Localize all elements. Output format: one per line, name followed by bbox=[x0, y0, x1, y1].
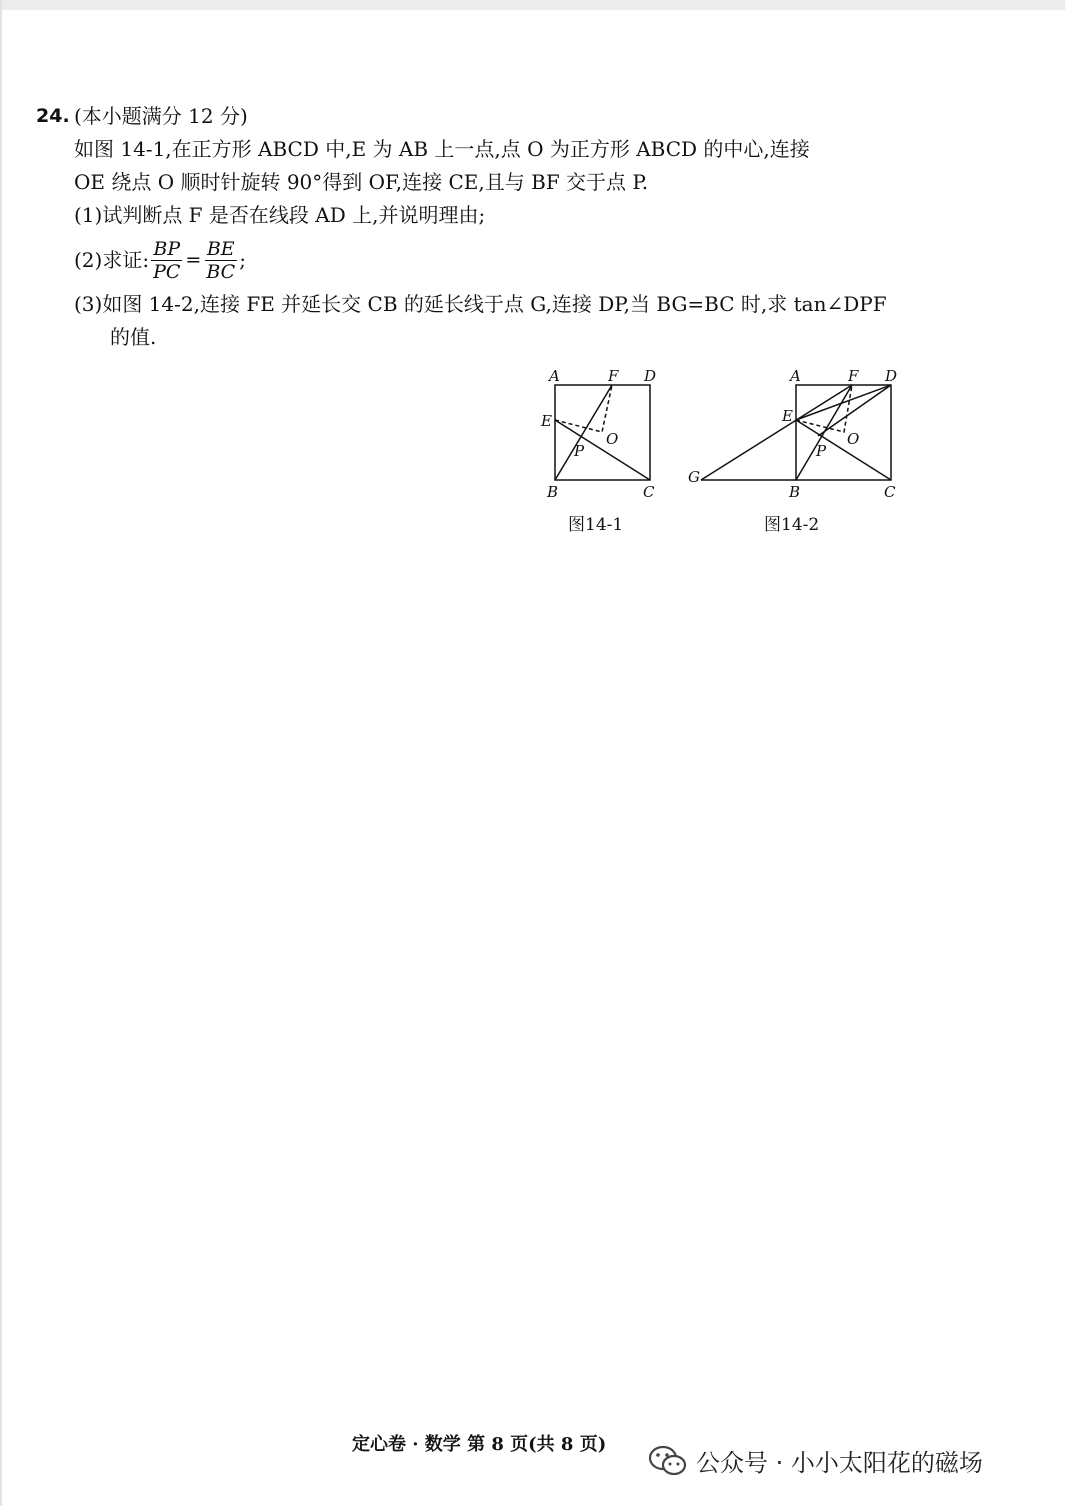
question-part-2 bbox=[36, 232, 936, 288]
wechat-icon bbox=[648, 1444, 688, 1478]
segment-pd bbox=[818, 385, 891, 436]
label-b: B bbox=[789, 483, 801, 501]
label-e: E bbox=[541, 412, 552, 430]
figure-14-1-labels bbox=[540, 367, 656, 501]
figure-14-1 bbox=[555, 385, 650, 480]
label-p: P bbox=[574, 442, 585, 460]
segment-gf bbox=[701, 385, 852, 480]
equals-sign: = bbox=[185, 248, 202, 271]
label-o: O bbox=[847, 430, 860, 448]
question-header bbox=[36, 100, 936, 133]
segment-ec bbox=[796, 420, 891, 480]
figure-14-2 bbox=[701, 385, 891, 480]
question-intro-line-1: 如图 14-1,在正方形 ABCD 中,E 为 AB 上一点,点 O 为正方形 ABCD 的中心,连接 bbox=[74, 137, 810, 161]
label-g: G bbox=[688, 468, 700, 486]
question-score: (本小题满分 12 分) bbox=[74, 104, 248, 128]
watermark bbox=[648, 1443, 983, 1478]
question-part-3-continued: 的值. bbox=[110, 325, 157, 349]
question-part-1: (1)试判断点 F 是否在线段 AD 上,并说明理由; bbox=[74, 203, 486, 227]
watermark-text: 公众号 · 小小太阳花的磁场 bbox=[696, 1449, 983, 1477]
square-abcd bbox=[555, 385, 650, 480]
label-d: D bbox=[644, 367, 657, 385]
label-e: E bbox=[782, 407, 793, 425]
part-2-suffix: ; bbox=[239, 247, 246, 272]
label-c: C bbox=[884, 483, 896, 501]
question-part-3: (3)如图 14-2,连接 FE 并延长交 CB 的延长线于点 G,连接 DP,当 BG=BC 时,求 tan∠DPF bbox=[74, 292, 887, 316]
fraction-denominator: PC bbox=[153, 260, 181, 283]
geometry-figures bbox=[530, 360, 930, 550]
fraction-bp-pc bbox=[151, 238, 182, 283]
figures-area bbox=[530, 360, 930, 550]
fraction-numerator: BP bbox=[153, 237, 181, 260]
fraction-denominator: BC bbox=[206, 260, 236, 283]
label-b: B bbox=[547, 483, 559, 501]
fraction-numerator: BE bbox=[206, 237, 235, 260]
segment-bf bbox=[555, 385, 612, 480]
footer-page-number: 定心卷 · 数学 第 8 页(共 8 页) bbox=[352, 1434, 607, 1455]
question-number: 24. bbox=[36, 105, 70, 127]
fraction-be-bc bbox=[204, 238, 237, 283]
page-top-strip bbox=[0, 0, 1065, 10]
label-f: F bbox=[848, 367, 859, 385]
figure-14-1-caption: 图14-1 bbox=[568, 515, 624, 535]
label-p: P bbox=[816, 442, 827, 460]
label-a: A bbox=[790, 367, 801, 385]
part-2-prefix: (2)求证: bbox=[74, 247, 150, 272]
label-f: F bbox=[608, 367, 619, 385]
figure-14-2-caption: 图14-2 bbox=[764, 515, 820, 535]
label-o: O bbox=[606, 430, 619, 448]
question-intro-line-2: OE 绕点 O 顺时针旋转 90°得到 OF,连接 CE,且与 BF 交于点 P. bbox=[74, 170, 649, 194]
page-left-edge bbox=[0, 0, 2, 1506]
label-c: C bbox=[643, 483, 655, 501]
question-24 bbox=[36, 100, 936, 354]
figure-14-2-labels bbox=[688, 367, 897, 501]
label-a: A bbox=[549, 367, 560, 385]
label-d: D bbox=[885, 367, 898, 385]
